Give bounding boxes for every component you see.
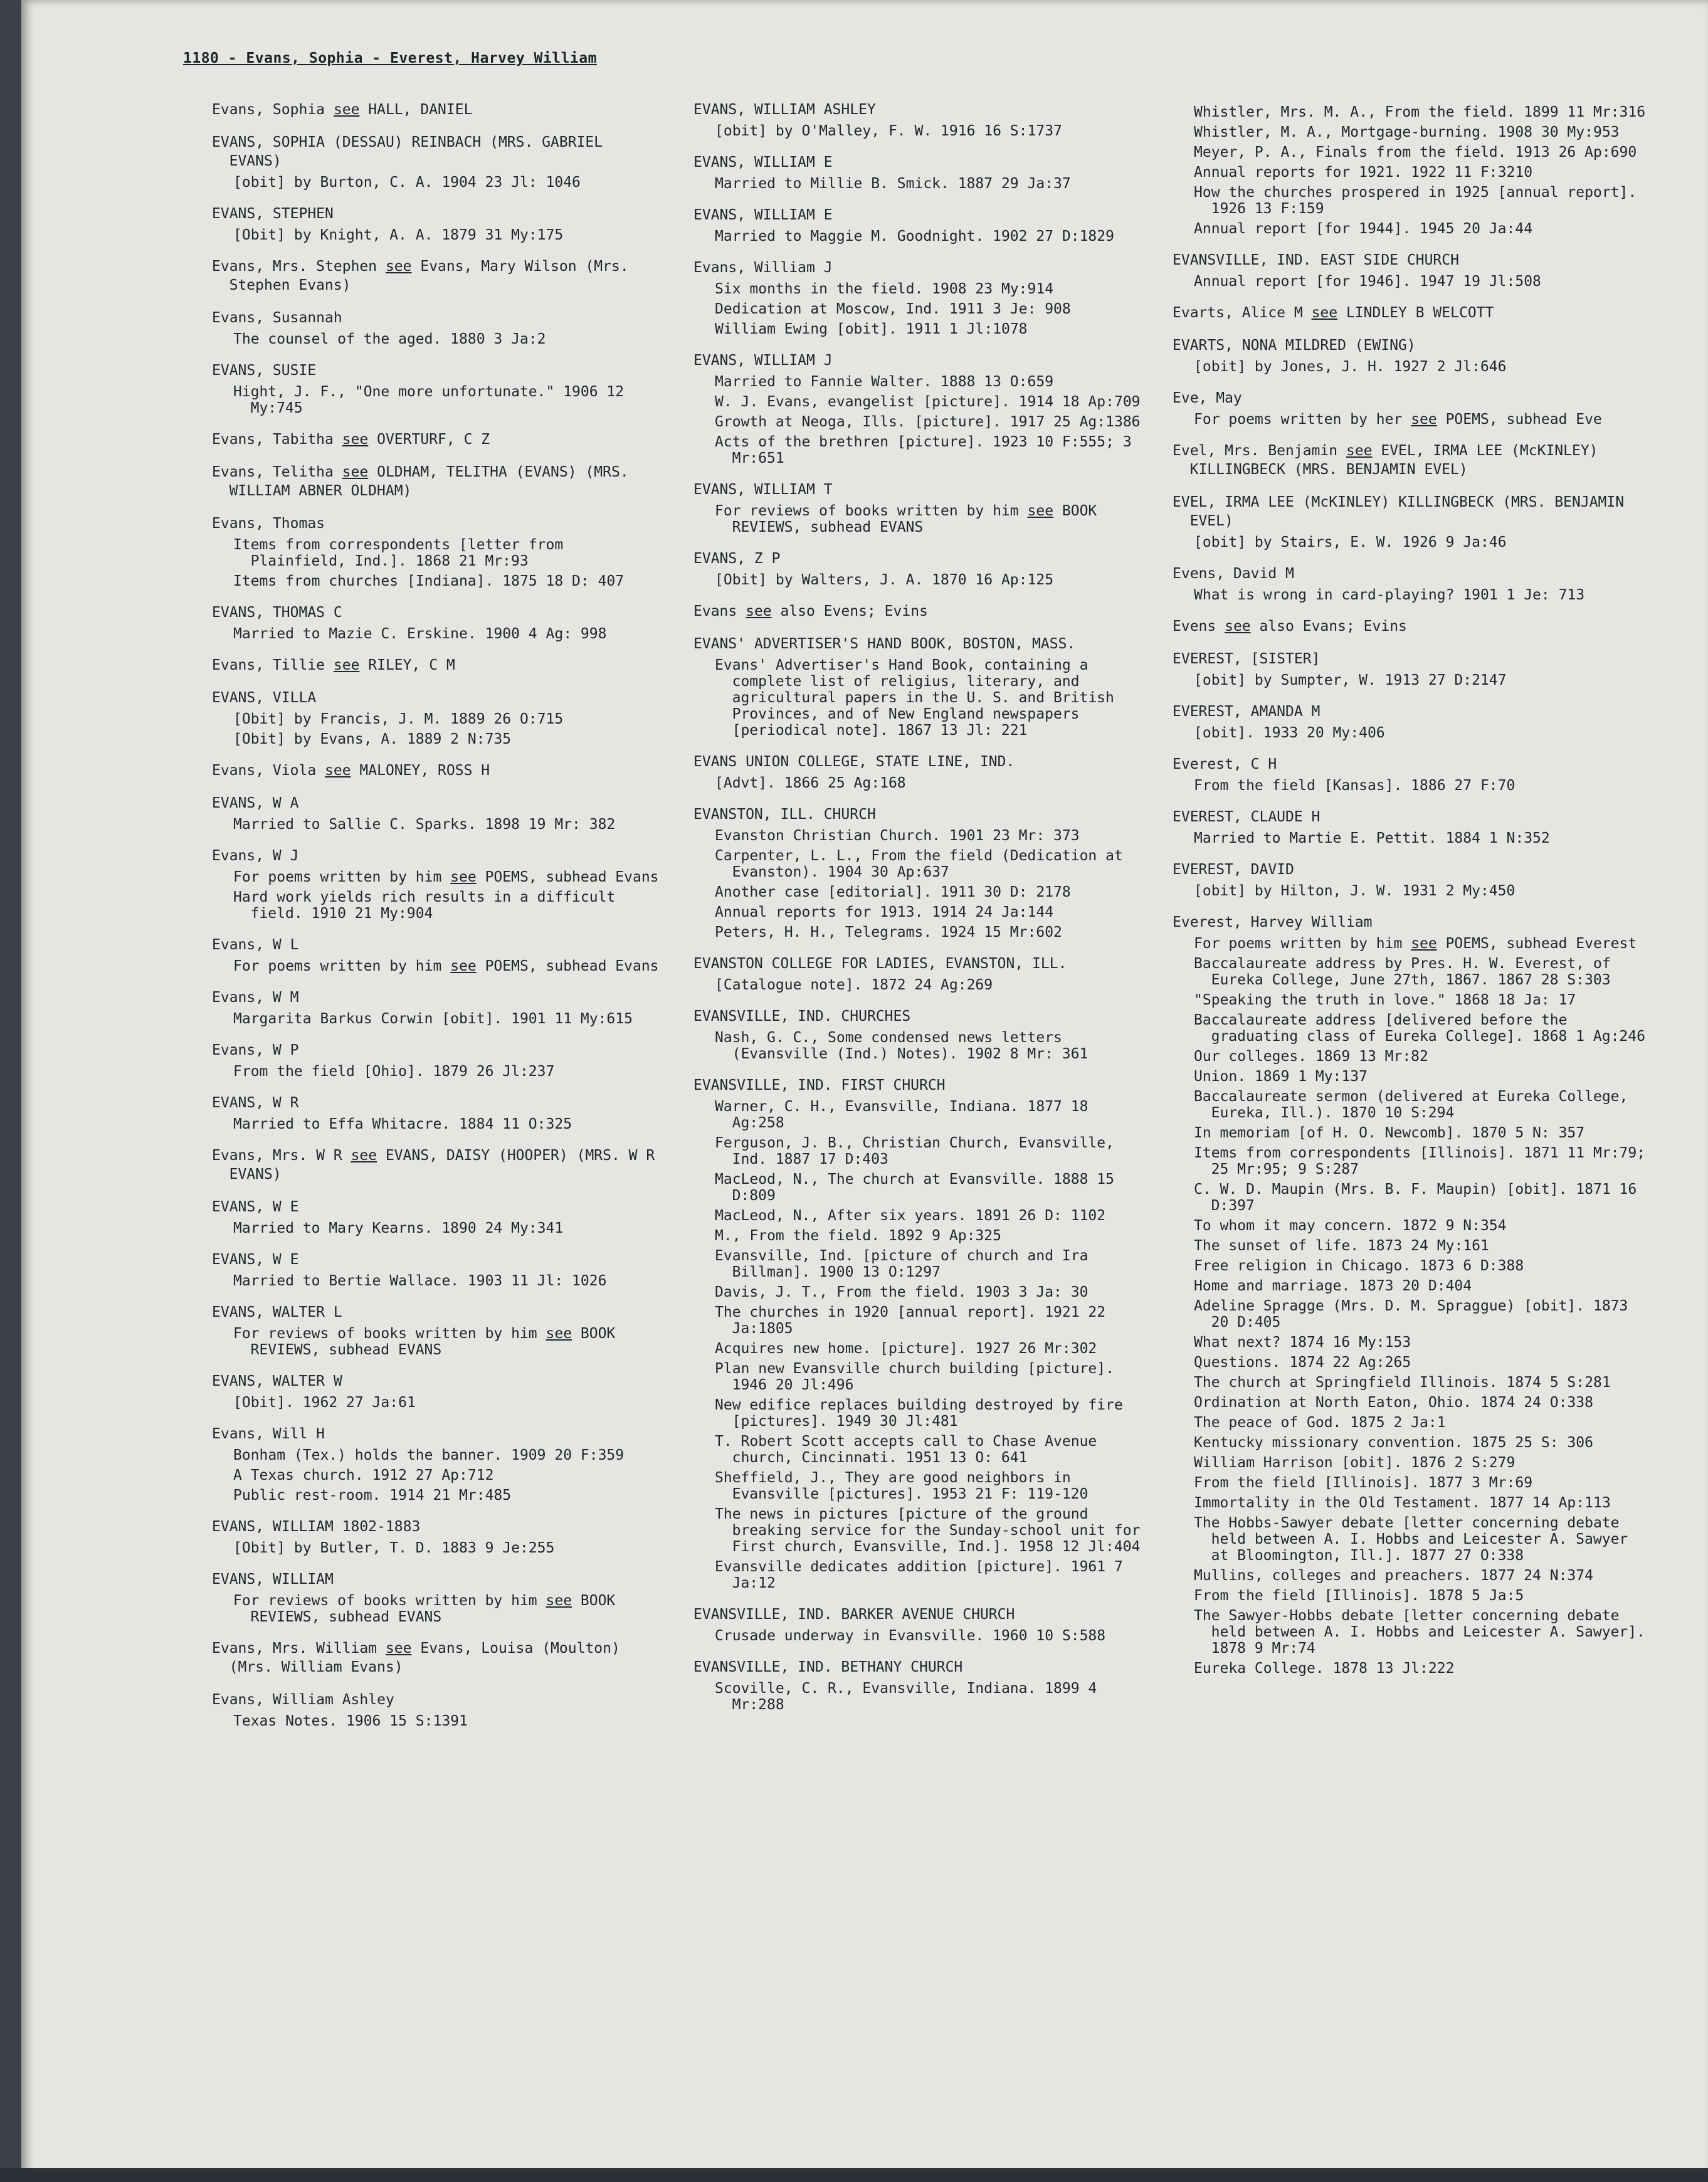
entry-citation: Warner, C. H., Evansville, Indiana. 1877 18 Ag:258 — [715, 1099, 1097, 1131]
index-entry — [212, 514, 663, 589]
see-reference: see — [546, 1593, 572, 1609]
entry-heading: EVANSTON, ILL. CHURCH — [693, 806, 876, 823]
entry-heading: Evans, Sophia see HALL, DANIEL — [212, 102, 473, 118]
entry-citation: [obit] by Jones, J. H. 1927 2 Jl:646 — [1194, 359, 1507, 375]
entry-citation: [Obit] by Francis, J. M. 1889 26 O:715 — [233, 711, 564, 727]
see-reference: see — [333, 102, 360, 118]
entry-heading: Evans, Will H — [212, 1426, 325, 1442]
entry-citation: Married to Effa Whitacre. 1884 11 O:325 — [233, 1116, 572, 1132]
entry-heading: EVANS, WILLIAM 1802-1883 — [212, 1519, 421, 1535]
entry-citation: [Advt]. 1866 25 Ag:168 — [715, 775, 906, 791]
entry-citation: Kentucky missionary convention. 1875 25 S: 306 — [1194, 1435, 1593, 1451]
index-entry — [1173, 650, 1649, 688]
entry-citation: For reviews of books written by him see BOOK REVIEWS, subhead EVANS — [715, 503, 1106, 535]
entry-heading: Evans, W L — [212, 937, 299, 953]
index-entry — [693, 1605, 1145, 1644]
entry-citation: Married to Maggie M. Goodnight. 1902 27 D:1829 — [715, 228, 1114, 245]
entry-heading: Evens, David M — [1173, 566, 1294, 582]
entry-citation: Plan new Evansville church building [picture]. 1946 20 Jl:496 — [715, 1361, 1123, 1393]
index-entry — [693, 258, 1145, 337]
entry-citation: Nash, G. C., Some condensed news letters (Evansville (Ind.) Notes). 1902 8 Mr: 361 — [715, 1030, 1089, 1062]
index-entry — [693, 954, 1145, 993]
entry-citation: Questions. 1874 22 Ag:265 — [1194, 1354, 1411, 1371]
entry-citation: The counsel of the aged. 1880 3 Ja:2 — [233, 331, 546, 347]
entry-heading: EVANS UNION COLLEGE, STATE LINE, IND. — [693, 754, 1015, 770]
entry-heading: Evans, Telitha see OLDHAM, TELITHA (EVANS) (MRS. WILLIAM ABNER OLDHAM) — [212, 464, 638, 499]
index-entry — [212, 133, 663, 191]
entry-heading: Everest, C H — [1173, 756, 1277, 772]
entry-citation: A Texas church. 1912 27 Ap:712 — [233, 1467, 494, 1484]
entry-heading: Eve, May — [1173, 390, 1242, 406]
entry-citation: [Obit] by Butler, T. D. 1883 9 Je:255 — [233, 1540, 555, 1556]
scanner-edge — [0, 2168, 1708, 2182]
page-header: 1180 - Evans, Sophia - Everest, Harvey William — [183, 50, 597, 66]
index-entry — [1173, 251, 1649, 290]
index-entry — [1173, 755, 1649, 794]
entry-heading: EVANS, WILLIAM E — [693, 207, 833, 223]
entry-citation: Eureka College. 1878 13 Jl:222 — [1194, 1660, 1455, 1677]
entry-citation: Peters, H. H., Telegrams. 1924 15 Mr:602 — [715, 924, 1062, 941]
index-entry — [693, 752, 1145, 791]
index-entry — [212, 1198, 663, 1236]
entry-citation: William Harrison [obit]. 1876 2 S:279 — [1194, 1455, 1516, 1471]
entry-citation: Items from correspondents [Illinois]. 1871 11 Mr:79; 25 Mr:95; 9 S:287 — [1194, 1145, 1654, 1178]
entry-citation: Our colleges. 1869 13 Mr:82 — [1194, 1048, 1428, 1065]
entry-heading: EVANSTON COLLEGE FOR LADIES, EVANSTON, ILL. — [693, 956, 1067, 972]
see-reference: see — [1027, 503, 1054, 519]
entry-citation: Free religion in Chicago. 1873 6 D:388 — [1194, 1258, 1524, 1274]
entry-heading: EVANS, WALTER W — [212, 1373, 342, 1389]
entry-citation: Acts of the brethren [picture]. 1923 10 F:555; 3 Mr:651 — [715, 434, 1141, 466]
entry-citation: Immortality in the Old Testament. 1877 14 Ap:113 — [1194, 1495, 1611, 1511]
entry-citation: New edifice replaces building destroyed by fire [pictures]. 1949 30 Jl:481 — [715, 1397, 1132, 1430]
entry-citation: Annual report [for 1944]. 1945 20 Ja:44 — [1194, 221, 1533, 237]
index-entry — [1173, 564, 1649, 603]
index-entry — [212, 761, 663, 780]
index-column-1 — [212, 100, 663, 1743]
entry-heading: Evans, Tillie see RILEY, C M — [212, 657, 455, 673]
entry-citation: Whistler, M. A., Mortgage-burning. 1908 30 My:953 — [1194, 124, 1620, 140]
index-entry — [1173, 617, 1649, 636]
entry-citation: The Sawyer-Hobbs debate [letter concerning debate held between A. I. Hobbs and Leicester A. Sawyer]. 1878 9 Mr:74 — [1194, 1608, 1654, 1657]
index-entry — [1173, 441, 1649, 479]
entry-citation: From the field [Ohio]. 1879 26 Jl:237 — [233, 1063, 555, 1080]
index-entry — [1173, 389, 1649, 428]
entry-heading: EVANS, WILLIAM J — [693, 352, 833, 369]
entry-citation: From the field [Illinois]. 1877 3 Mr:69 — [1194, 1475, 1533, 1491]
index-column-2 — [693, 100, 1149, 1727]
index-entry — [212, 1372, 663, 1411]
entry-citation: Items from correspondents [letter from Plainfield, Ind.]. 1868 21 Mr:93 — [233, 537, 572, 569]
index-entry — [212, 100, 663, 119]
see-reference: see — [385, 1640, 412, 1657]
entry-heading: Evel, Mrs. Benjamin see EVEL, IRMA LEE (McKINLEY) KILLINGBECK (MRS. BENJAMIN EVEL) — [1173, 443, 1607, 478]
index-entry — [693, 206, 1145, 245]
index-entry — [212, 1146, 663, 1184]
see-reference: see — [325, 762, 351, 779]
entry-heading: Evans, Susannah — [212, 310, 342, 326]
entry-heading: Evans, W M — [212, 989, 299, 1006]
entry-citation: C. W. D. Maupin (Mrs. B. F. Maupin) [obit]. 1871 16 D:397 — [1194, 1181, 1646, 1214]
entry-heading: EVANSVILLE, IND. FIRST CHURCH — [693, 1077, 946, 1094]
entry-citation: [obit] by Sumpter, W. 1913 27 D:2147 — [1194, 672, 1507, 688]
entry-heading: EVEREST, DAVID — [1173, 862, 1294, 878]
index-entry — [693, 351, 1145, 466]
entry-heading: Everest, Harvey William — [1173, 914, 1373, 930]
entry-heading: EVANS, Z P — [693, 551, 781, 567]
entry-citation: Margarita Barkus Corwin [obit]. 1901 11 My:615 — [233, 1011, 633, 1027]
see-reference: see — [1346, 443, 1373, 459]
entry-citation: The sunset of life. 1873 24 My:161 — [1194, 1238, 1489, 1254]
entry-heading: Evans, Thomas — [212, 515, 325, 532]
index-entry — [1173, 913, 1654, 1677]
entry-citation: For poems written by her see POEMS, subhead Eve — [1194, 411, 1602, 428]
entry-citation: Union. 1869 1 My:137 — [1194, 1068, 1368, 1085]
entry-citation: What next? 1874 16 My:153 — [1194, 1334, 1411, 1351]
entry-citation: Hight, J. F., "One more unfortunate." 1906 12 My:745 — [233, 384, 633, 416]
entry-citation: Carpenter, L. L., From the field (Dedication at Evanston). 1904 30 Ap:637 — [715, 848, 1132, 880]
index-entry — [1173, 702, 1649, 741]
see-reference: see — [1311, 305, 1338, 321]
index-entry — [1173, 808, 1649, 846]
entry-heading: Evans, Viola see MALONEY, ROSS H — [212, 762, 490, 779]
entry-citation: [obit] by Hilton, J. W. 1931 2 My:450 — [1194, 883, 1516, 899]
entry-citation: Evans' Advertiser's Hand Book, containing a complete list of religius, literary, and agricultural papers in the U. S. and British Provinces, and of New England newspapers [periodical note]. 1867 13 Jl: 221 — [715, 657, 1123, 739]
entry-citation: Items from churches [Indiana]. 1875 18 D: 407 — [233, 573, 625, 589]
entry-heading: Evans, Mrs. William see Evans, Louisa (Moulton) (Mrs. William Evans) — [212, 1640, 629, 1675]
index-entry — [693, 549, 1145, 588]
entry-citation: Meyer, P. A., Finals from the field. 1913 26 Ap:690 — [1194, 144, 1637, 161]
entry-citation: W. J. Evans, evangelist [picture]. 1914 18 Ap:709 — [715, 394, 1141, 410]
entry-citation: The news in pictures [picture of the ground breaking service for the Sunday-school unit for First church, Evansville, Ind.]. 1958 12 Jl:404 — [715, 1506, 1149, 1555]
entry-heading: EVANS, W E — [212, 1199, 299, 1215]
entry-citation: MacLeod, N., The church at Evansville. 1888 15 D:809 — [715, 1171, 1123, 1204]
entry-citation: Baccalaureate address [delivered before the graduating class of Eureka College]. 1868 1 Ag:246 — [1194, 1012, 1645, 1045]
entry-citation: Whistler, Mrs. M. A., From the field. 1899 11 Mr:316 — [1194, 104, 1646, 120]
entry-citation: [obit] by Burton, C. A. 1904 23 Jl: 1046 — [233, 174, 581, 191]
entry-citation: Married to Martie E. Pettit. 1884 1 N:352 — [1194, 830, 1550, 846]
index-column-3 — [1173, 100, 1654, 1690]
entry-citation: [Obit] by Walters, J. A. 1870 16 Ap:125 — [715, 572, 1054, 588]
entry-citation: [Obit] by Evans, A. 1889 2 N:735 — [233, 731, 512, 747]
index-entry — [693, 1007, 1145, 1062]
entry-citation: Ordination at North Eaton, Ohio. 1874 24 O:338 — [1194, 1394, 1593, 1411]
index-entry — [212, 1570, 663, 1625]
entry-heading: EVANS' ADVERTISER'S HAND BOOK, BOSTON, MASS. — [693, 636, 1076, 652]
entry-citation: Another case [editorial]. 1911 30 D: 2178 — [715, 884, 1071, 900]
entry-heading: EVANS, STEPHEN — [212, 206, 334, 222]
entry-citation: Adeline Spragge (Mrs. D. M. Spraggue) [obit]. 1873 20 D:405 — [1194, 1298, 1637, 1331]
entry-citation: William Ewing [obit]. 1911 1 Jl:1078 — [715, 321, 1028, 337]
entry-heading: EVANS, WALTER L — [212, 1304, 342, 1320]
entry-citation: Married to Millie B. Smick. 1887 29 Ja:37 — [715, 176, 1071, 192]
see-reference: see — [1225, 618, 1251, 635]
index-entry — [693, 635, 1145, 739]
entry-citation: Acquires new home. [picture]. 1927 26 Mr:302 — [715, 1341, 1097, 1357]
entry-heading: EVANSVILLE, IND. EAST SIDE CHURCH — [1173, 252, 1459, 268]
see-reference: see — [450, 869, 477, 885]
index-entry — [212, 1517, 663, 1556]
entry-citation: Evansville dedicates addition [picture]. 1961 7 Ja:12 — [715, 1559, 1132, 1591]
index-entry — [1173, 336, 1649, 375]
entry-citation: Six months in the field. 1908 23 My:914 — [715, 281, 1054, 297]
entry-heading: Evans, Tabitha see OVERTURF, C Z — [212, 431, 490, 448]
entry-heading: EVARTS, NONA MILDRED (EWING) — [1173, 337, 1416, 354]
see-reference: see — [351, 1147, 377, 1164]
index-entry — [693, 1658, 1145, 1713]
entry-citation: For poems written by him see POEMS, subhead Evans — [233, 958, 659, 974]
entry-heading: EVANS, WILLIAM E — [693, 154, 833, 171]
entry-citation: M., From the field. 1892 9 Ap:325 — [715, 1228, 1001, 1244]
entry-citation: [Obit]. 1962 27 Ja:61 — [233, 1394, 416, 1411]
entry-citation: Scoville, C. R., Evansville, Indiana. 1899 4 Mr:288 — [715, 1680, 1106, 1713]
entry-citation: Bonham (Tex.) holds the banner. 1909 20 F:359 — [233, 1447, 625, 1463]
entry-citation: Married to Sallie C. Sparks. 1898 19 Mr: 382 — [233, 816, 616, 833]
entry-citation: Hard work yields rich results in a difficult field. 1910 21 My:904 — [233, 889, 625, 922]
entry-heading: Evans, William J — [693, 260, 833, 276]
entry-citation: Evansville, Ind. [picture of church and Ira Billman]. 1900 13 O:1297 — [715, 1248, 1097, 1280]
entry-heading: EVANS, SUSIE — [212, 362, 317, 379]
index-entry — [212, 308, 663, 347]
entry-heading: EVANS, WILLIAM T — [693, 482, 833, 498]
index-entry — [212, 463, 663, 500]
entry-heading: EVANSVILLE, IND. BARKER AVENUE CHURCH — [693, 1606, 1015, 1623]
entry-citation: [obit] by O'Malley, F. W. 1916 16 S:1737 — [715, 123, 1062, 139]
entry-heading: Evens see also Evans; Evins — [1173, 618, 1407, 635]
entry-citation: [obit]. 1933 20 My:406 — [1194, 725, 1385, 741]
entry-heading: EVANS, W A — [212, 795, 299, 811]
entry-citation: Annual reports for 1921. 1922 11 F:3210 — [1194, 164, 1533, 181]
entry-heading: EVANS, VILLA — [212, 690, 317, 706]
entry-citation: MacLeod, N., After six years. 1891 26 D: 1102 — [715, 1208, 1106, 1224]
index-entry — [212, 257, 663, 295]
index-entry — [212, 603, 663, 642]
index-entry — [693, 100, 1145, 139]
entry-citation: What is wrong in card-playing? 1901 1 Je: 713 — [1194, 587, 1585, 603]
entry-heading: EVANSVILLE, IND. CHURCHES — [693, 1008, 911, 1025]
entry-heading: Evans, Mrs. Stephen see Evans, Mary Wilson (Mrs. Stephen Evans) — [212, 258, 638, 293]
index-entry — [212, 204, 663, 243]
entry-citation: Public rest-room. 1914 21 Mr:485 — [233, 1487, 512, 1504]
index-entry — [693, 153, 1145, 192]
entry-citation: From the field [Kansas]. 1886 27 F:70 — [1194, 777, 1516, 794]
see-reference: see — [1411, 411, 1437, 428]
entry-heading: EVEREST, [SISTER] — [1173, 651, 1321, 667]
entry-citation: Mullins, colleges and preachers. 1877 24 N:374 — [1194, 1568, 1593, 1584]
entry-heading: Evans, W P — [212, 1042, 299, 1058]
entry-heading: Evans, Mrs. W R see EVANS, DAISY (HOOPER) (MRS. W R EVANS) — [212, 1147, 664, 1183]
entry-heading: Evans, William Ashley — [212, 1692, 394, 1708]
entry-citation: The Hobbs-Sawyer debate [letter concerning debate held between A. I. Hobbs and Leicester A. Sawyer at Bloomington, Ill.]. 1877 27 O:338 — [1194, 1515, 1637, 1564]
index-entry — [212, 846, 663, 922]
index-entry — [212, 1250, 663, 1289]
entry-heading: EVANS, W R — [212, 1095, 299, 1111]
entry-citation: To whom it may concern. 1872 9 N:354 — [1194, 1218, 1507, 1234]
entry-citation: Married to Mazie C. Erskine. 1900 4 Ag: 998 — [233, 626, 607, 642]
entry-citation: [Obit] by Knight, A. A. 1879 31 My:175 — [233, 227, 564, 243]
index-entry — [693, 805, 1145, 941]
index-entry — [212, 1690, 663, 1729]
index-entry — [1173, 303, 1649, 322]
entry-citation: "Speaking the truth in love." 1868 18 Ja: 17 — [1194, 992, 1576, 1008]
entry-citation: [Catalogue note]. 1872 24 Ag:269 — [715, 977, 993, 993]
entry-citation: The churches in 1920 [annual report]. 1921 22 Ja:1805 — [715, 1304, 1114, 1337]
entry-heading: EVANSVILLE, IND. BETHANY CHURCH — [693, 1659, 963, 1675]
entry-citation: In memoriam [of H. O. Newcomb]. 1870 5 N: 357 — [1194, 1125, 1585, 1141]
entry-citation: Dedication at Moscow, Ind. 1911 3 Je: 908 — [715, 301, 1071, 317]
entry-heading: EVANS, WILLIAM — [212, 1571, 334, 1588]
entry-heading: EVANS, W E — [212, 1252, 299, 1268]
entry-citation: Baccalaureate sermon (delivered at Eureka College, Eureka, Ill.). 1870 10 S:294 — [1194, 1088, 1637, 1121]
entry-citation: How the churches prospered in 1925 [annual report]. 1926 13 F:159 — [1194, 184, 1646, 217]
index-entry — [212, 1639, 663, 1677]
page-sheet — [21, 0, 1708, 2182]
entry-citation: Sheffield, J., They are good neighbors in Evansville [pictures]. 1953 21 F: 119-120 — [715, 1470, 1089, 1502]
entry-heading: EVEL, IRMA LEE (McKINLEY) KILLINGBECK (MRS. BENJAMIN EVEL) — [1173, 494, 1633, 529]
entry-citation: For poems written by him see POEMS, subhead Evans — [233, 869, 659, 885]
entry-citation: Baccalaureate address by Pres. H. W. Everest, of Eureka College, June 27th, 1867. 1867 28 S:303 — [1194, 956, 1620, 988]
entry-heading: EVEREST, AMANDA M — [1173, 704, 1321, 720]
see-reference: see — [342, 464, 369, 480]
entry-heading: EVANS, THOMAS C — [212, 604, 342, 621]
entry-citation: Married to Bertie Wallace. 1903 11 Jl: 1026 — [233, 1273, 607, 1289]
entry-citation: Annual reports for 1913. 1914 24 Ja:144 — [715, 904, 1054, 920]
entry-citation: Crusade underway in Evansville. 1960 10 S:588 — [715, 1628, 1106, 1644]
entry-citation: [obit] by Stairs, E. W. 1926 9 Ja:46 — [1194, 534, 1507, 551]
entry-citation: For poems written by him see POEMS, subhead Everest — [1194, 936, 1637, 952]
see-reference: see — [746, 603, 772, 619]
entry-heading: EVEREST, CLAUDE H — [1173, 809, 1321, 825]
entry-heading: Evans, W J — [212, 848, 299, 864]
see-reference: see — [342, 431, 369, 448]
entry-citation: Texas Notes. 1906 15 S:1391 — [233, 1713, 468, 1729]
entry-citation: T. Robert Scott accepts call to Chase Avenue church, Cincinnati. 1951 13 O: 641 — [715, 1433, 1106, 1466]
entry-citation: Married to Fannie Walter. 1888 13 O:659 — [715, 374, 1054, 390]
entry-heading: EVANS, SOPHIA (DESSAU) REINBACH (MRS. GABRIEL EVANS) — [212, 134, 611, 169]
index-entry — [1173, 493, 1649, 551]
entry-citation: From the field [Illinois]. 1878 5 Ja:5 — [1194, 1588, 1524, 1604]
index-entry — [212, 1094, 663, 1132]
index-entry — [212, 361, 663, 416]
entry-heading: Evans see also Evens; Evins — [693, 603, 928, 619]
entry-citation: Evanston Christian Church. 1901 23 Mr: 373 — [715, 828, 1080, 844]
entry-citation: The church at Springfield Illinois. 1874 5 S:281 — [1194, 1374, 1611, 1391]
index-entry — [693, 1076, 1149, 1591]
index-entry — [212, 430, 663, 449]
see-reference: see — [1411, 936, 1437, 952]
entry-citation: Davis, J. T., From the field. 1903 3 Ja: 30 — [715, 1284, 1089, 1300]
entry-citation: Annual report [for 1946]. 1947 19 Jl:508 — [1194, 273, 1541, 290]
index-entry — [1173, 860, 1649, 899]
index-entry — [1173, 104, 1649, 237]
see-reference: see — [333, 657, 360, 673]
entry-citation: The peace of God. 1875 2 Ja:1 — [1194, 1415, 1446, 1431]
entry-citation: Home and marriage. 1873 20 D:404 — [1194, 1278, 1472, 1294]
entry-heading: EVANS, WILLIAM ASHLEY — [693, 102, 876, 118]
index-entry — [212, 1425, 663, 1504]
index-entry — [212, 1041, 663, 1080]
index-entry — [212, 936, 663, 974]
index-entry — [212, 656, 663, 675]
index-entry — [212, 1303, 663, 1358]
entry-citation: Married to Mary Kearns. 1890 24 My:341 — [233, 1220, 564, 1236]
entry-heading: Evarts, Alice M see LINDLEY B WELCOTT — [1173, 305, 1494, 321]
entry-citation: Ferguson, J. B., Christian Church, Evansville, Ind. 1887 17 D:403 — [715, 1135, 1123, 1167]
index-entry — [212, 988, 663, 1027]
see-reference: see — [546, 1326, 572, 1342]
index-entry — [693, 602, 1145, 621]
entry-citation: Growth at Neoga, Ills. [picture]. 1917 25 Ag:1386 — [715, 414, 1141, 430]
entry-citation: For reviews of books written by him see BOOK REVIEWS, subhead EVANS — [233, 1593, 625, 1625]
index-entry — [693, 480, 1145, 535]
see-reference: see — [450, 958, 477, 974]
entry-citation: For reviews of books written by him see BOOK REVIEWS, subhead EVANS — [233, 1326, 625, 1358]
index-entry — [212, 688, 663, 747]
index-entry — [212, 794, 663, 833]
see-reference: see — [385, 258, 412, 275]
